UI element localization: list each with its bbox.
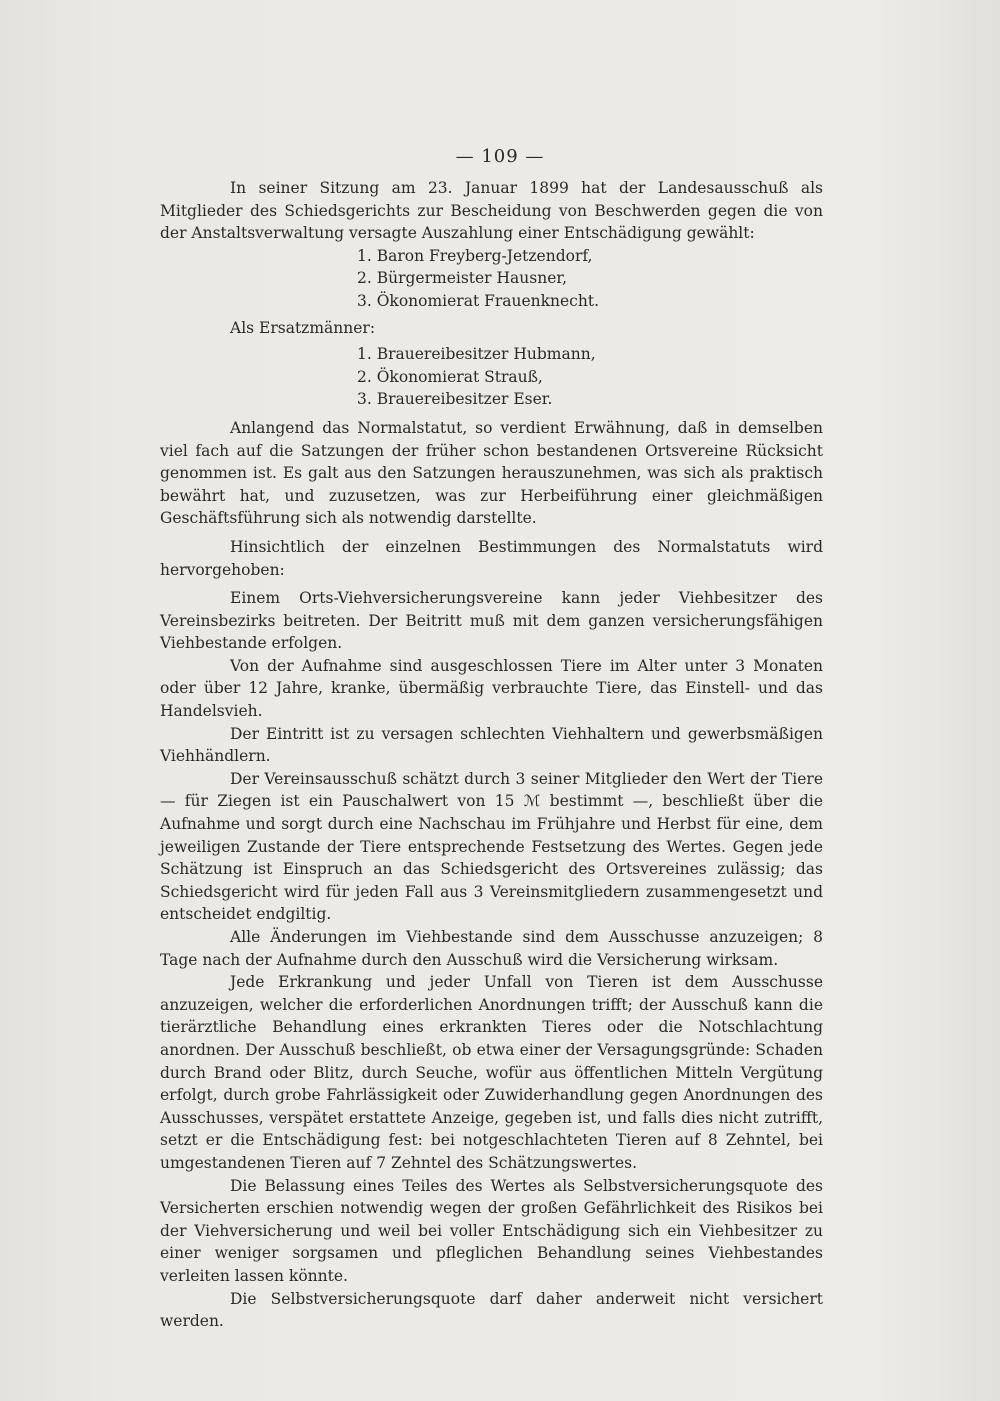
paragraph-aenderungen: Alle Änderungen im Viehbestande sind dem Ausschusse anzuzeigen; 8 Tage nach der Aufnahme durch den Ausschuß wird die Versicherung wirksam. <box>160 928 823 969</box>
body-text <box>160 177 823 1333</box>
paragraph-beitritt: Einem Orts-Viehversicherungsvereine kann jeder Viehbesitzer des Vereinsbezirks beitreten. Der Beitritt muß mit dem ganzen versicherungsfähigen Viehbestande erfolgen. <box>160 589 823 653</box>
paragraph-erkrankung: Jede Erkrankung und jeder Unfall von Tieren ist dem Ausschusse anzuzeigen, welcher die erforderlichen Anordnungen trifft; der Ausschuß kann die tierärztliche Behandlung eines erkrankten Tieres oder die Notschlachtung anordnen. Der Ausschuß beschließt, ob etwa einer der Versagungsgründe: Schaden durch Brand oder Blitz, durch Seuche, wofür aus öffentlichen Mitteln Vergütung erfolgt, durch grobe Fahrlässigkeit oder Zuwiderhandlung gegen Anordnungen des Ausschusses, verspätet erstattete Anzeige, gegeben ist, und falls dies nicht zutrifft, setzt er die Entschädigung fest: bei notgeschlachteten Tieren auf 8 Zehntel, bei umgestandenen Tieren auf 7 Zehntel des Schätzungswertes. <box>160 973 823 1172</box>
substitutes-heading: Als Ersatzmänner: <box>230 318 376 337</box>
list-item: 2. Bürgermeister Hausner, <box>357 269 568 288</box>
list-item: 1. Baron Freyberg-Jetzendorf, <box>357 246 593 265</box>
paragraph-election: In seiner Sitzung am 23. Januar 1899 hat der Landesausschuß als Mitglieder des Schiedsgerichts zur Bescheidung von Beschwerden gegen die von der Anstaltsverwaltung versagte Auszahlung einer Entschädigung gewählt: <box>160 179 823 243</box>
page-number: — 109 — <box>455 146 545 167</box>
list-item: 3. Brauereibesitzer Eser. <box>357 390 553 409</box>
paragraph-normalstatut: Anlangend das Normalstatut, so verdient Erwähnung, daß in demselben viel fach auf die Satzungen der früher schon bestandenen Ortsvereine Rücksicht genommen ist. Es galt aus den Satzungen herauszunehmen, was sich als praktisch bewährt hat, und zuzusetzen, was zur Herbeiführung einer gleichmäßigen Geschäftsführung sich als notwendig darstellte. <box>160 418 823 528</box>
paragraph-eintritt: Der Eintritt ist zu versagen schlechten Viehhaltern und gewerbsmäßigen Viehhändlern. <box>160 724 823 766</box>
paragraph-bestimmungen: Hinsichtlich der einzelnen Bestimmungen des Normalstatuts wird hervorgehoben: <box>160 537 823 579</box>
paragraph-quote: Die Selbstversicherungsquote darf daher anderweit nicht versichert werden. <box>160 1289 823 1331</box>
list-item: 1. Brauereibesitzer Hubmann, <box>357 345 596 364</box>
list-item: 2. Ökonomierat Strauß, <box>357 367 543 386</box>
member-list <box>160 245 823 313</box>
paragraph-schaetzung: Der Vereinsausschuß schätzt durch 3 seiner Mitglieder den Wert der Tiere — für Ziegen ist ein Pauschalwert von 15 ℳ bestimmt —, beschließt über die Aufnahme und sorgt durch eine Nachschau im Frühjahre und Herbst für eine, dem jeweiligen Zustande der Tiere entsprechende Festsetzung des Wertes. Gegen jede Schätzung ist Einspruch an das Schiedsgericht des Ortsvereines zulässig; das Schiedsgericht wird für jeden Fall aus 3 Vereinsmitgliedern zusammengesetzt und entscheidet endgiltig. <box>160 769 823 924</box>
list-item: 3. Ökonomierat Frauenknecht. <box>357 291 600 310</box>
paragraph-ausschluss: Von der Aufnahme sind ausgeschlossen Tiere im Alter unter 3 Monaten oder über 12 Jahre, kranke, übermäßig verbrauchte Tiere, das Einstell- und das Handelsvieh. <box>160 656 823 721</box>
paragraph-selbstversicherung: Die Belassung eines Teiles des Wertes als Selbstversicherungsquote des Versicherten erschien notwendig wegen der großen Gefährlichkeit des Risikos bei der Viehversicherung und weil bei voller Entschädigung sich ein Viehbesitzer zu einer weniger sorgsamen und pfleglichen Behandlung seines Viehbestandes verleiten lassen könnte. <box>160 1176 823 1285</box>
substitute-list <box>160 343 823 411</box>
